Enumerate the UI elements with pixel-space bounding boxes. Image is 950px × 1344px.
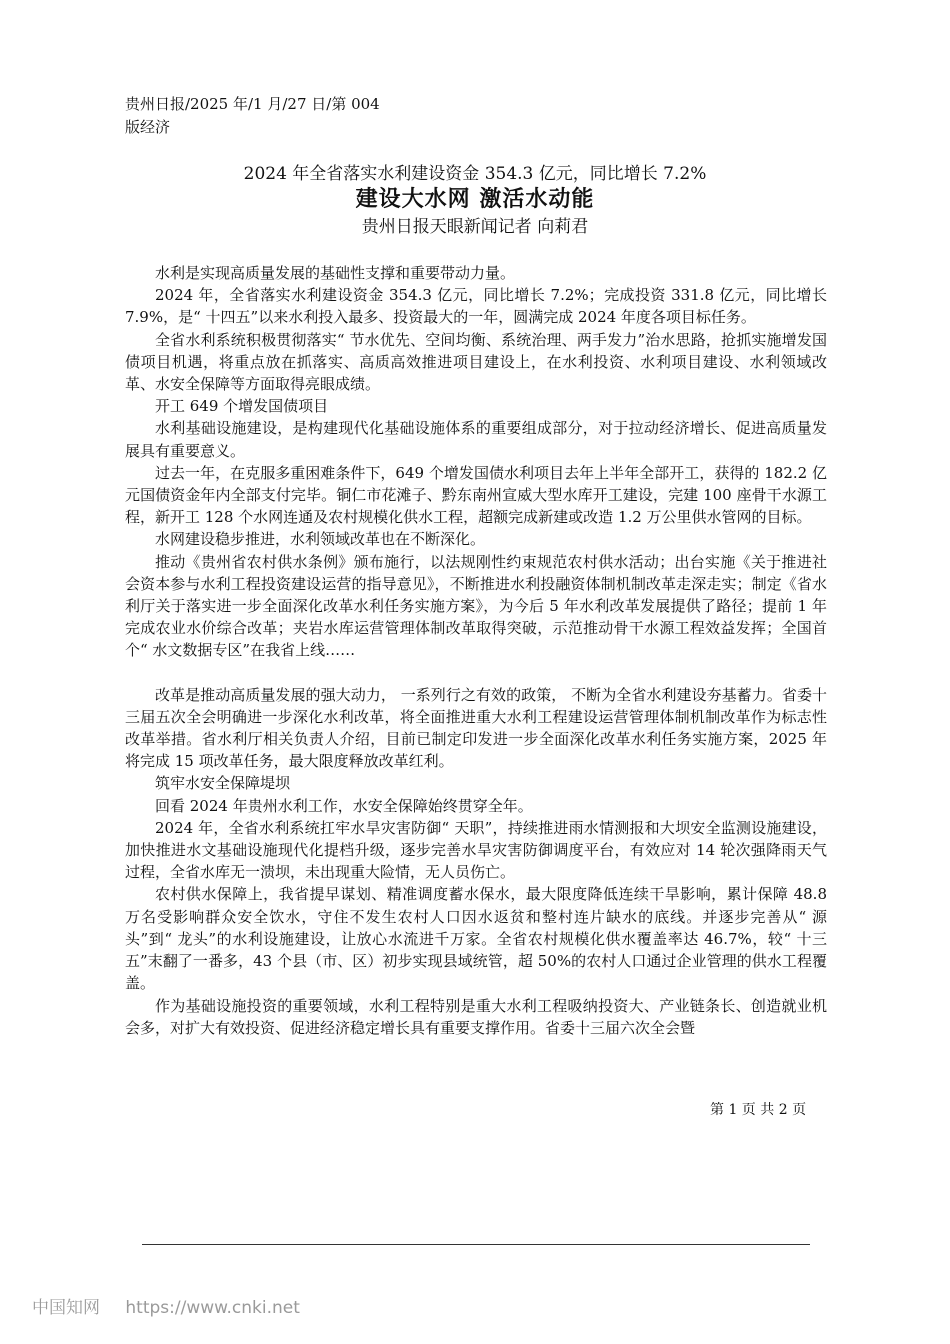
watermark-url: https://www.cnki.net [125, 1298, 300, 1318]
paragraph-gap [125, 662, 827, 684]
page-number: 第 1 页 共 2 页 [710, 1102, 807, 1118]
section-heading: 筑牢水安全保障堤坝 [155, 774, 291, 793]
headline-kicker: 2024 年全省落实水利建设资金 354.3 亿元，同比增长 7.2% [243, 164, 707, 184]
paragraph: 作为基础设施投资的重要领域，水利工程特别是重大水利工程吸纳投资大、产业链条长、创造就业机会多，对扩大有效投资、促进经济稳定增长具有重要支撑作用。省委十三届六次全会暨 [125, 996, 827, 1037]
paragraph: 推动《贵州省农村供水条例》颁布施行，以法规刚性约束规范农村供水活动；出台实施《关于推进社会资本参与水利工程投资建设运营的指导意见》，不断推进水利投融资体制机制改革走深走实；制定《省水利厅关于落实进一步全面深化改革水利任务实施方案》，为今后 5 年水利改革发展提供了路径；提前 1 年完成农业水价综合改革；夹岩水库运营管理体制改革取得突破，示范推动骨干水源工程效益发挥；全国首个“ 水文数据专区”在我省上线…… [125, 552, 827, 660]
source-line: 贵州日报/2025 年/1 月/27 日/第 004 版经济 [125, 95, 380, 136]
watermark-brand: 中国知网 [32, 1298, 100, 1318]
paragraph: 回看 2024 年贵州水利工作，水安全保障始终贯穿全年。 [155, 796, 533, 815]
headline-title: 建设大水网 激活水动能 [355, 186, 595, 212]
paragraph: 农村供水保障上，我省提早谋划、精准调度蓄水保水，最大限度降低连续干旱影响，累计保障 48.8 万名受影响群众安全饮水，守住不发生农村人口因水返贫和整村连片缺水的底线。并逐步完善从“ 源头”到“ 龙头”的水利设施建设，让放心水流进千万家。全省农村规模化供水覆盖率达 46.7%，较“ 十三五”末翻了一番多，43 个县（市、区）初步实现县域统管，超 50%的农村人口通过企业管理的供水工程覆盖。 [125, 885, 827, 993]
paragraph: 2024 年，全省落实水利建设资金 354.3 亿元，同比增长 7.2%；完成投资 331.8 亿元，同比增长 7.9%，是“ 十四五”以来水利投入最多、投资最大的一年，圆满完成 2024 年度各项目标任务。 [125, 286, 827, 327]
paragraph: 水利基础设施建设，是构建现代化基础设施体系的重要组成部分，对于拉动经济增长、促进高质量发展具有重要意义。 [125, 419, 827, 460]
cnki-watermark [32, 1293, 300, 1318]
paragraph: 水网建设稳步推进，水利领域改革也在不断深化。 [155, 530, 486, 549]
paragraph: 过去一年，在克服多重困难条件下，649 个增发国债水利项目去年上半年全部开工，获得的 182.2 亿元国债资金年内全部支付完毕。铜仁市花滩子、黔东南州宣威大型水库开工建设，完建 100 座骨干水源工程，新开工 128 个水网连通及农村规模化供水工程，超额完成新建或改造 1.2 万公里供水管网的目标。 [125, 463, 827, 527]
article-body [125, 262, 827, 1039]
section-heading: 开工 649 个增发国债项目 [155, 397, 329, 416]
paragraph: 改革是推动高质量发展的强大动力， 一系列行之有效的政策， 不断为全省水利建设夯基蓄力。省委十三届五次全会明确进一步深化水利改革，将全面推进重大水利工程建设运营管理体制机制改革作为标志性改革举措。省水利厅相关负责人介绍，目前已制定印发进一步全面深化改革水利任务实施方案，2025 年将完成 15 项改革任务，最大限度释放改革红利。 [125, 685, 827, 771]
paragraph: 2024 年，全省水利系统扛牢水旱灾害防御“ 天职”，持续推进雨水情测报和大坝安全监测设施建设，加快推进水文基础设施现代化提档升级，逐步完善水旱灾害防御调度平台，有效应对 14 轮次强降雨天气过程，全省水库无一溃坝，未出现重大险情，无人员伤亡。 [125, 818, 827, 882]
footer-divider [142, 1244, 810, 1245]
paragraph: 水利是实现高质量发展的基础性支撑和重要带动力量。 [155, 264, 516, 282]
byline: 贵州日报天眼新闻记者 向莉君 [361, 217, 589, 237]
paragraph: 全省水利系统积极贯彻落实“ 节水优先、空间均衡、系统治理、两手发力”治水思路，抢抓实施增发国债项目机遇，将重点放在抓落实、高质高效推进项目建设上，在水利投资、水利项目建设、水利领域改革、水安全保障等方面取得亮眼成绩。 [125, 330, 827, 394]
